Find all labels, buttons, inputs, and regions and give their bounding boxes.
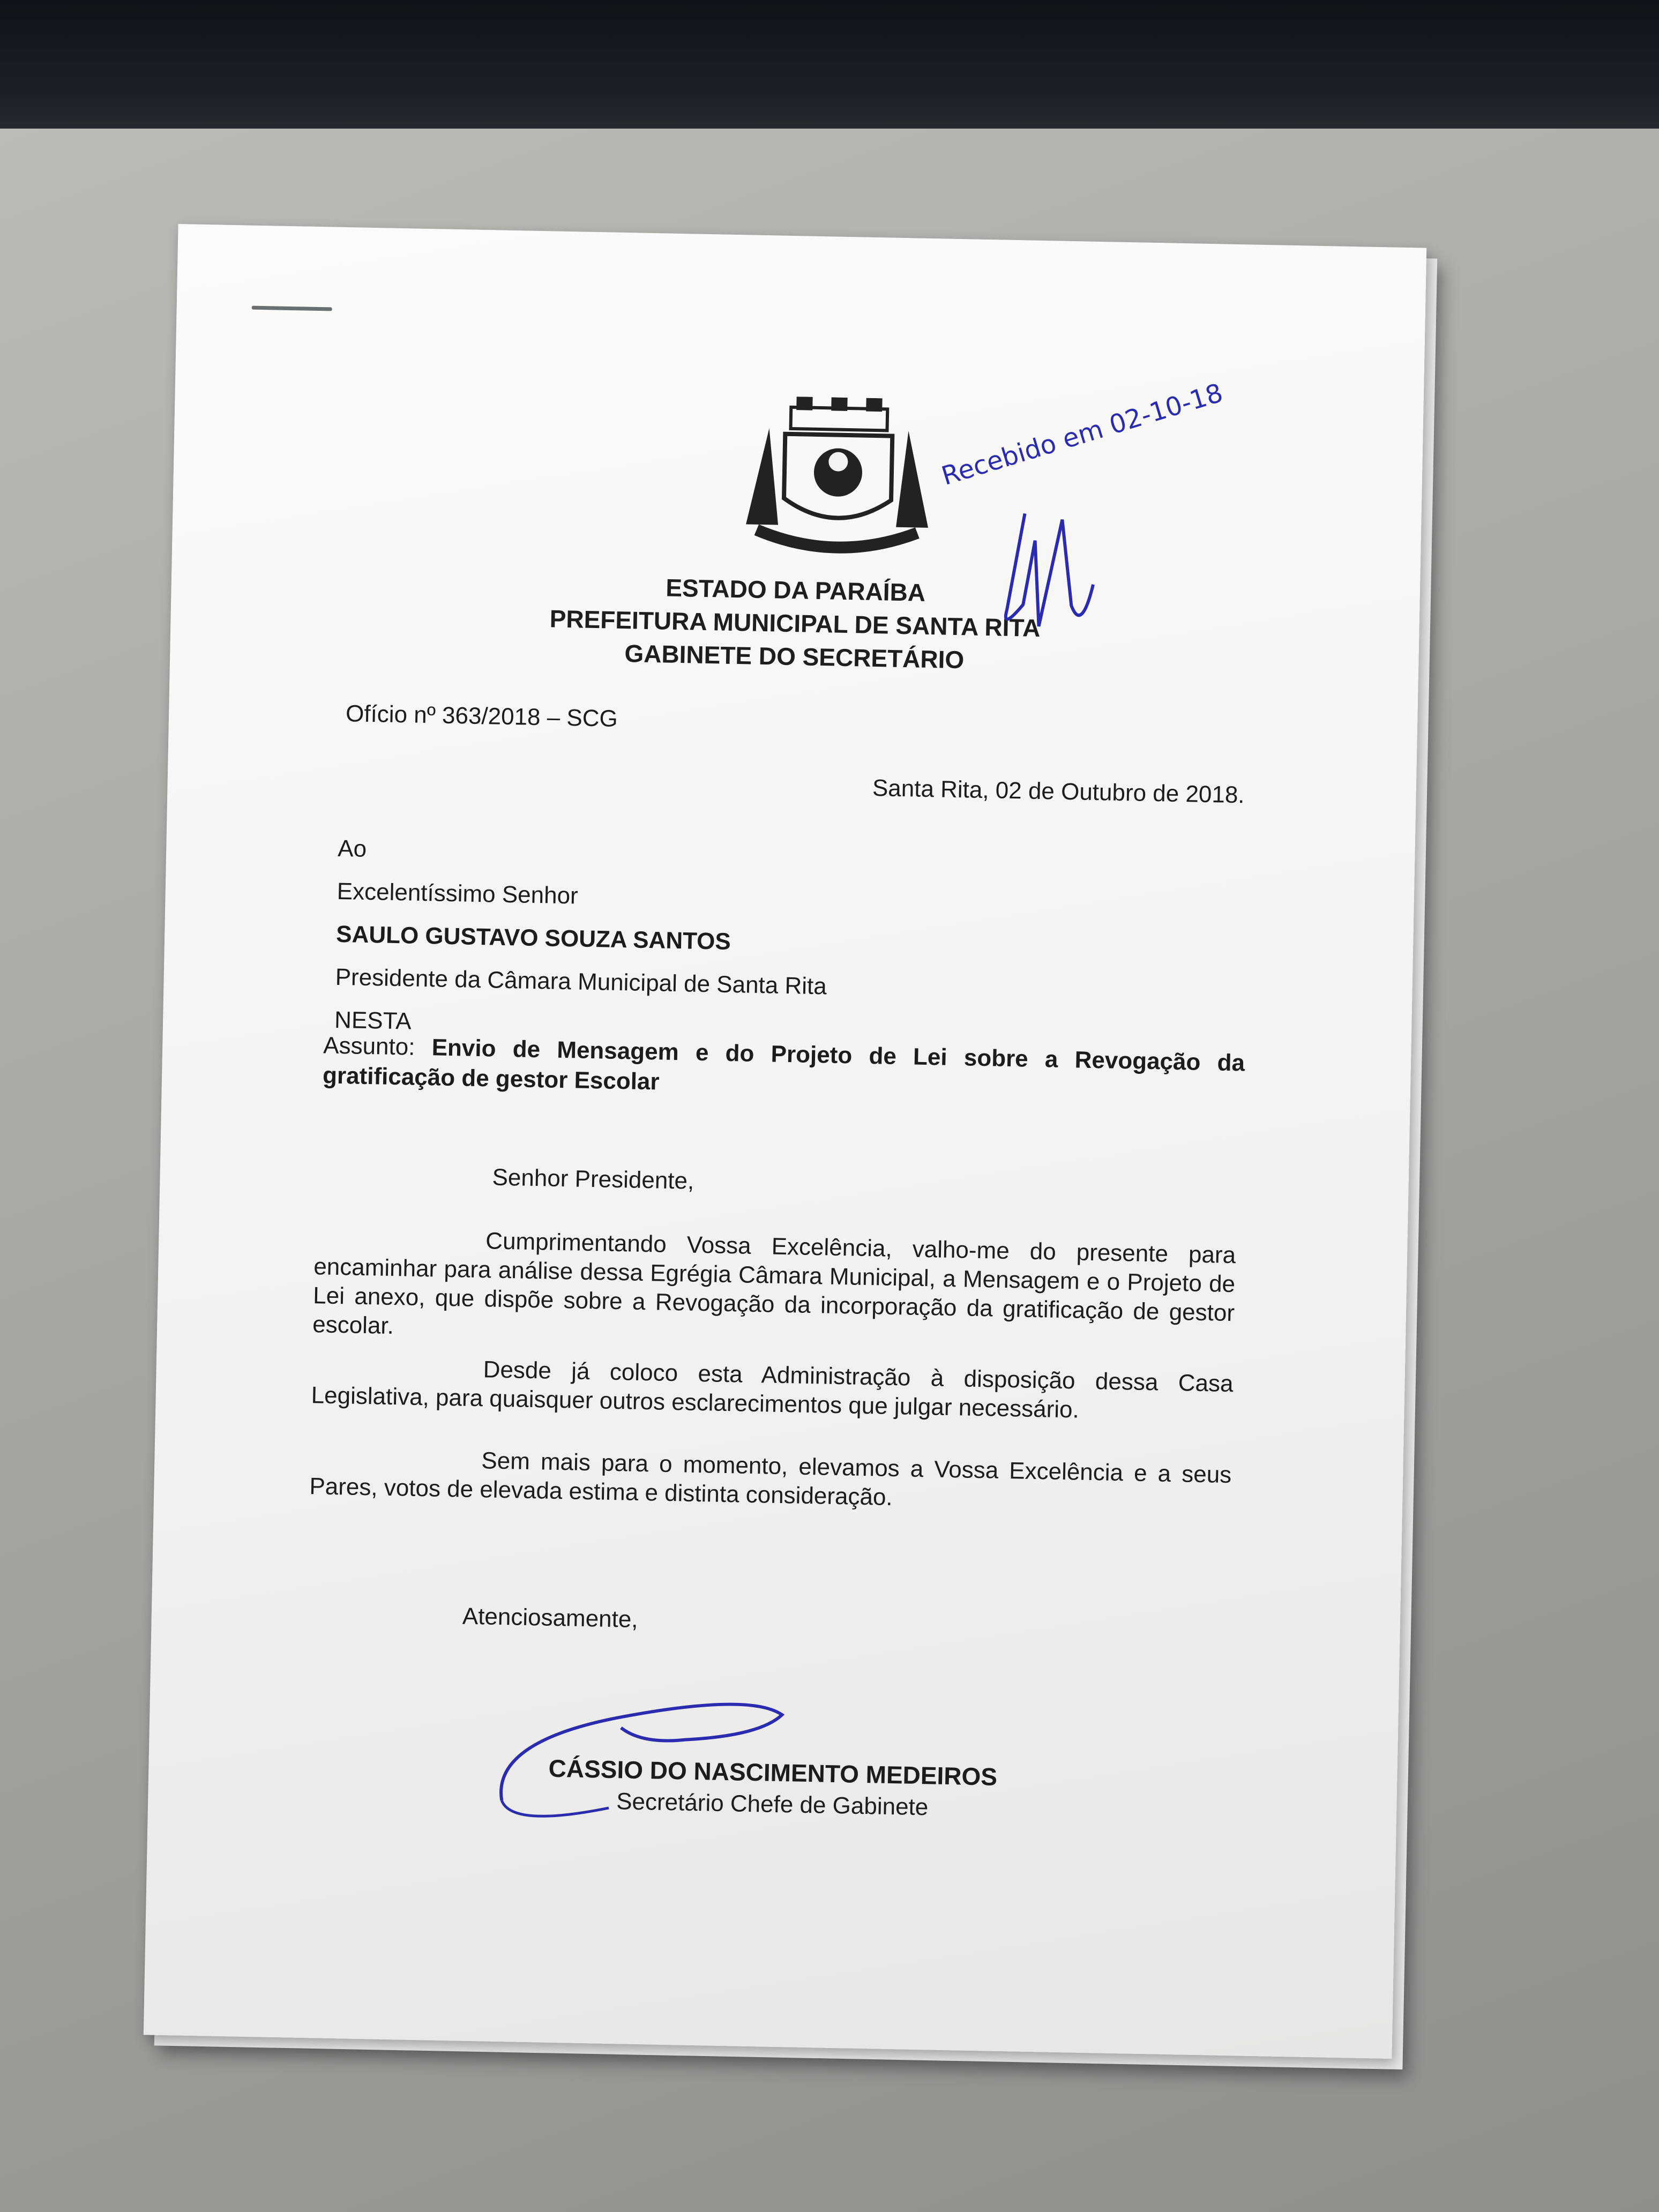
stamp-text: Recebido em 02-10-18 [938,378,1227,491]
staple [252,306,332,311]
paragraph-3-text: Sem mais para o momento, elevamos a Vossa Excelência e a seus Pares, votos de elevada estima e distinta consideração. [309,1447,1232,1511]
signer-role: Secretário Chefe de Gabinete [616,1788,929,1821]
oficio-number: Ofício nº 363/2018 – SCG [345,700,618,732]
body-paragraph-2 [311,1352,1234,1428]
paragraph-1-text: Cumprimentando Vossa Excelência, valho-me do presente para encaminhar para análise dessa Egrégia Câmara Municipal, a Mensagem e o Projeto de Lei anexo, que dispõe sobre a Revogação da incorporação da gratificação de gestor escolar. [312,1228,1236,1340]
salutation: Senhor Presidente, [492,1164,694,1194]
body-paragraph-1 [312,1223,1236,1357]
addressee-line1: Ao [337,835,367,862]
addressee-line2: Excelentíssimo Senhor [337,878,579,909]
subject-text: Envio de Mensagem e do Projeto de Lei sobre a Revogação da gratificação de gestor Escolar [322,1034,1245,1095]
document-page [144,224,1426,2059]
signer-name: CÁSSIO DO NASCIMENTO MEDEIROS [548,1754,998,1791]
header-state: ESTADO DA PARAÍBA [665,573,926,607]
letter-date: Santa Rita, 02 de Outubro de 2018. [872,775,1245,809]
addressee-block [334,827,829,1051]
paragraph-2-text: Desde já coloco esta Administração à disposição dessa Casa Legislativa, para quaisquer outros esclarecimentos que julgar necessário. [311,1356,1234,1423]
handwritten-received-stamp [931,378,1311,663]
addressee-role: Presidente da Câmara Municipal de Santa Rita [335,963,827,1000]
crest-icon [724,395,952,561]
addressee-name: SAULO GUSTAVO SOUZA SANTOS [335,921,731,955]
closing: Atenciosamente, [462,1603,639,1633]
subject-line [323,1030,1245,1108]
body-paragraph-3 [309,1443,1232,1519]
background-dark-area [0,0,1659,139]
addressee-line5: NESTA [334,1006,412,1035]
header-prefecture: PREFEITURA MUNICIPAL DE SANTA RITA [549,604,1041,642]
header-office: GABINETE DO SECRETÁRIO [624,639,965,674]
subject-label: Assunto: [323,1032,415,1060]
